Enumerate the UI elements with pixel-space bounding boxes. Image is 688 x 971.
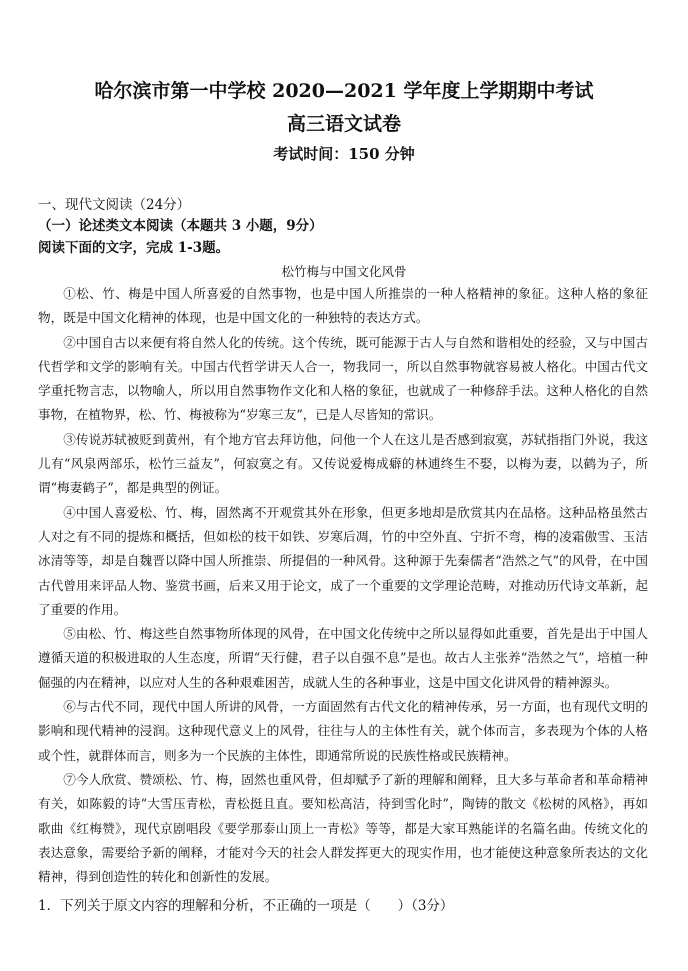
- article-title: 松竹梅与中国文化风骨: [281, 264, 407, 279]
- school-exam-title: 哈尔滨市第一中学校 2020—2021 学年度上学期期中考试: [94, 80, 594, 102]
- article-paragraph: ②中国自古以来便有将自然人化的传统。这个传统，既可能源于古人与自然和谐相处的经验，又与中国古代哲学和文学的影响有关。中国古代哲学讲天人合一，物我同一，所以自然事物就容易被人格化。中国古代文学重托物言志，以物喻人，所以用自然事物作文化和人格的象征，也就成了一种修辞手法。这种人格化的自然事物，在植物界，松、竹、梅被称为“岁寒三友”，已是人尽皆知的常识。: [38, 334, 648, 423]
- article-body: [38, 282, 648, 889]
- subsection-heading: （一）论述类文本阅读（本题共 3 小题，9分）: [38, 218, 323, 234]
- article-paragraph: ⑦今人欣赏、赞颂松、竹、梅，固然也重风骨，但却赋予了新的理解和阐释，且大多与革命者和革命精神有关，如陈毅的诗“大雪压青松，青松挺且直。要知松高洁，待到雪化时”，陶铸的散文《松树的风格》，再如歌曲《红梅赞》，现代京剧唱段《要学那泰山顶上一青松》等等，都是大家耳熟能详的名篇名曲。传统文化的表达意象，需要给予新的阐释，才能对今天的社会人群发挥更大的现实作用，也才能使这种意象所表达的文化精神，得到创造性的转化和创新性的发展。: [38, 771, 648, 885]
- reading-instruction: 阅读下面的文字，完成 1-3题。: [38, 240, 230, 256]
- article-paragraph: ④中国人喜爱松、竹、梅，固然离不开观赏其外在形象，但更多地却是欣赏其内在品格。这种品格虽然古人对之有不同的提炼和概括，但如松的枝干如铁、岁寒后凋，竹的中空外直、宁折不弯，梅的凌霜傲雪、玉洁冰清等等，却是自魏晋以降中国人所推崇、所提倡的一种风骨。这种源于先秦儒者“浩然之气”的风骨，在中国古代曾用来评品人物、鉴赏书画，后来又用于论文，成了一个重要的文学理论范畴，对推动历代诗文革新，起了重要的作用。: [38, 504, 648, 617]
- article-paragraph: ⑤由松、竹、梅这些自然事物所体现的风骨，在中国文化传统中之所以显得如此重要，首先是出于中国人遵循天道的积极进取的人生态度，所谓“天行健，君子以自强不息”是也。故古人主张养“浩然之气”，培植一种倔强的内在精神，以应对人生的各种艰难困苦，成就人生的各种事业，这是中国文化讲风骨的精神源头。: [38, 626, 648, 690]
- question-1: 1．下列关于原文内容的理解和分析，不正确的一项是（ ）（3分）: [38, 898, 454, 914]
- section-heading: 一、现代文阅读（24分）: [38, 197, 191, 213]
- article-paragraph: ①松、竹、梅是中国人所喜爱的自然事物，也是中国人所推崇的一种人格精神的象征。这种人格的象征物，既是中国文化精神的体现，也是中国文化的一种独特的表达方式。: [38, 286, 648, 326]
- exam-subject-title: 高三语文试卷: [286, 113, 401, 135]
- article-paragraph: ③传说苏轼被贬到黄州，有个地方官去拜访他，问他一个人在这儿是否感到寂寞，苏轼指指门外说，我这儿有“风泉两部乐，松竹三益友”，何寂寞之有。又传说爱梅成癖的林逋终生不娶，以梅为妻，以鹤为子，所谓“梅妻鹤子”，都是典型的例证。: [38, 431, 648, 496]
- article-paragraph: ⑥与古代不同，现代中国人所讲的风骨，一方面固然有古代文化的精神传承，另一方面，也有现代文明的影响和现代精神的浸润。这种现代意义上的风骨，往往与人的主体性有关，就个体而言，多表现为个体的人格或个性，就群体而言，则多为一个民族的主体性，即通常所说的民族性格或民族精神。: [38, 699, 648, 763]
- exam-time: 考试时间：150 分钟: [273, 145, 415, 163]
